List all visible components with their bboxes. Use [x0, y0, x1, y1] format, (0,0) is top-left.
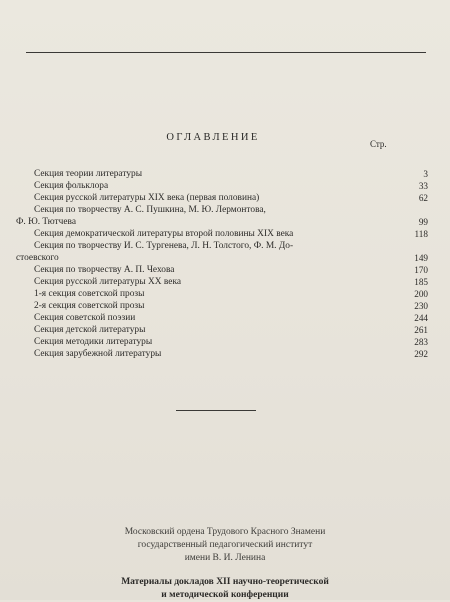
toc-entry-title [14, 300, 394, 312]
toc-entry-title-line: Секция детской литературы [34, 325, 146, 335]
materials-line: и методической конференции [161, 590, 289, 600]
toc-entry-title-line: Секция русской литературы XX века [34, 277, 182, 287]
toc-entry-title-line: Секция теории литературы [34, 169, 142, 179]
institute-line: имени В. И. Ленина [184, 553, 266, 563]
toc-entry-title-line: Секция демократической литературы второй половины XIX века [34, 229, 294, 239]
toc-entry-page: 99 [418, 217, 428, 227]
toc-entry-title [14, 180, 394, 192]
toc-entry [14, 192, 444, 204]
toc-entry-page: 261 [414, 325, 428, 335]
toc-entry-title-line: Секция по творчеству А. П. Чехова [34, 265, 175, 275]
institute-line: государственный педагогический институт [137, 540, 313, 550]
toc-entry-title [14, 168, 394, 180]
toc-entry-page: 149 [414, 253, 428, 263]
toc-entry [14, 348, 444, 360]
toc-entry-page: 230 [414, 301, 428, 311]
toc-entry [14, 312, 444, 324]
top-divider [26, 52, 426, 53]
toc-entry-title-line: Секция фольклора [34, 181, 109, 191]
toc-entry-title-line: Секция по творчеству И. С. Тургенева, Л. Н. Толстого, Ф. М. До- [34, 241, 294, 251]
page-column-label: Стр. [370, 139, 387, 149]
toc-entry-title [14, 312, 394, 324]
toc-entry-title-line: Секция зарубежной литературы [34, 349, 162, 359]
toc-entry-title-line: Секция методики литературы [34, 337, 153, 347]
toc-entry [14, 228, 444, 240]
toc-entry-page: 292 [414, 349, 428, 359]
toc-entry-page: 283 [414, 337, 428, 347]
toc-entry [14, 288, 444, 300]
toc-entry-title [14, 336, 394, 348]
toc-entry-title [14, 264, 394, 276]
toc-entry-page: 200 [414, 289, 428, 299]
toc-entry-title [14, 228, 394, 240]
toc-entry [14, 180, 444, 192]
materials-line: Материалы докладов XII научно-теоретической [121, 577, 329, 587]
toc-entry-title [14, 204, 394, 228]
toc-entry-page: 33 [418, 181, 428, 191]
toc-entry-title-line: 2-я секция советской прозы [34, 301, 145, 311]
toc-entry-title-line: Секция советской поэзии [34, 313, 136, 323]
toc-entry [14, 324, 444, 336]
toc-entry-title-line: 1-я секция советской прозы [34, 289, 145, 299]
toc-entry [14, 240, 444, 264]
toc-entry-title-line: Ф. Ю. Тютчева [16, 217, 76, 227]
toc-entry-title [14, 288, 394, 300]
toc-entry-title [14, 324, 394, 336]
toc-entry [14, 336, 444, 348]
toc-entry-title-line: Секция русской литературы XIX века (первая половина) [34, 193, 260, 203]
toc-entry-page: 118 [414, 229, 428, 239]
toc-entry-title-line: Секция по творчеству А. С. Пушкина, М. Ю. Лермонтова, [34, 205, 266, 215]
toc-entry-page: 3 [423, 169, 428, 179]
bottom-divider [176, 410, 256, 411]
toc-entry-title [14, 240, 394, 264]
materials-title [0, 576, 450, 602]
toc-entry [14, 276, 444, 288]
toc-entry [14, 300, 444, 312]
toc-entry-page: 185 [414, 277, 428, 287]
institute-block [0, 526, 450, 565]
toc-list [14, 168, 444, 360]
institute-line: Московский ордена Трудового Красного Знамени [124, 527, 326, 537]
toc-entry-title [14, 276, 394, 288]
toc-entry [14, 204, 444, 228]
toc-entry [14, 168, 444, 180]
toc-entry [14, 264, 444, 276]
toc-entry-title-line: стоевского [16, 253, 59, 263]
toc-entry-title [14, 348, 394, 360]
toc-entry-title [14, 192, 394, 204]
toc-entry-page: 170 [414, 265, 428, 275]
toc-heading: ОГЛАВЛЕНИЕ [166, 132, 260, 143]
toc-entry-page: 244 [414, 313, 428, 323]
toc-entry-page: 62 [418, 193, 428, 203]
